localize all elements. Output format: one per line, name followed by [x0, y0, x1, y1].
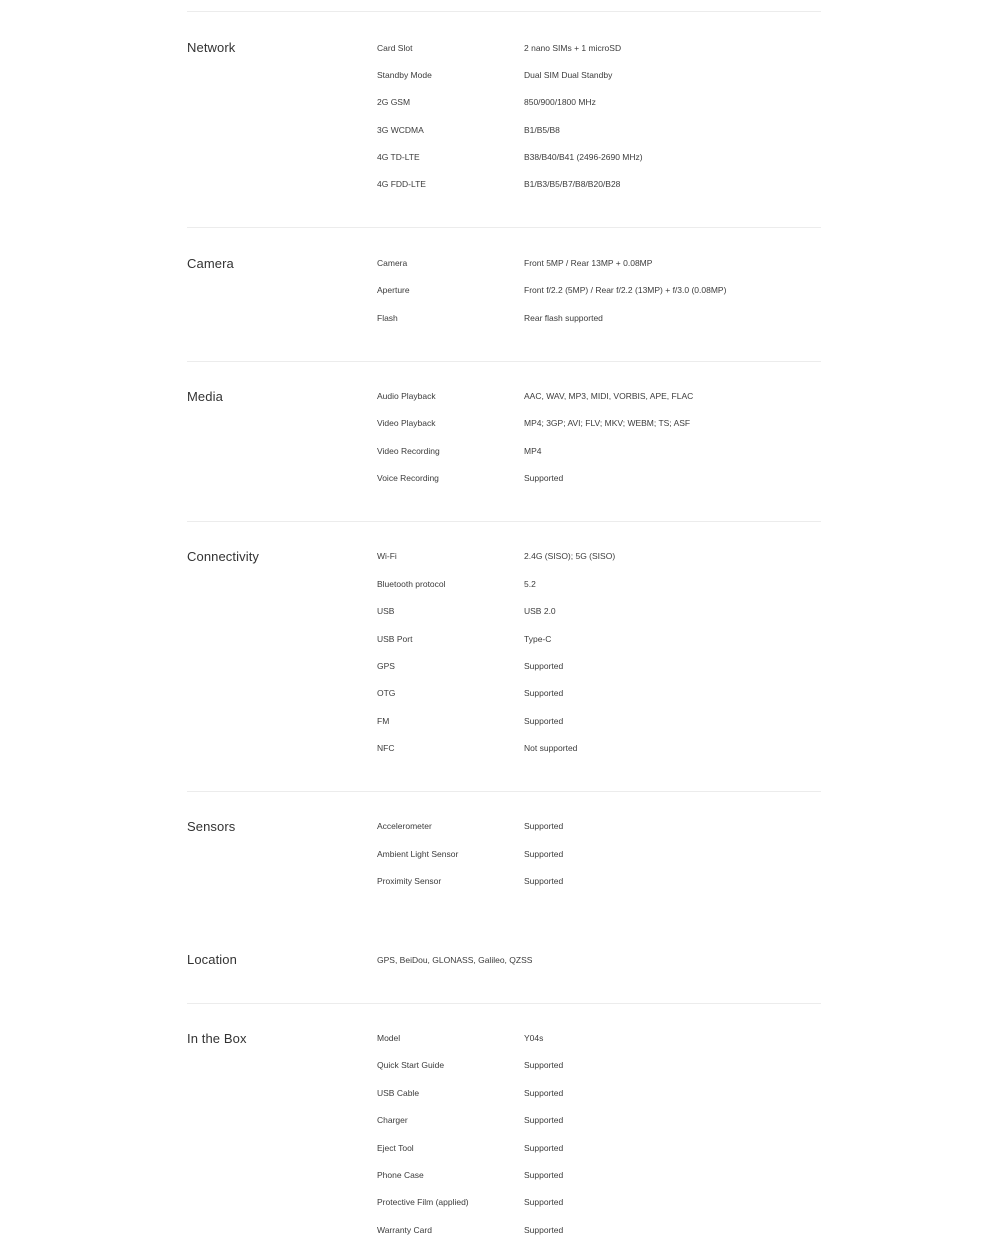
spec-label: OTG: [377, 688, 396, 698]
spec-label: Card Slot: [377, 43, 413, 53]
section-title: Camera: [187, 256, 234, 271]
spec-value: 2.4G (SISO); 5G (SISO): [524, 551, 616, 561]
section-title: Location: [187, 952, 237, 967]
spec-value: Supported: [524, 1060, 564, 1070]
spec-value: Supported: [524, 1197, 564, 1207]
section-divider: [187, 361, 821, 362]
spec-value: Supported: [524, 716, 564, 726]
spec-label: Aperture: [377, 285, 410, 295]
section-divider: [187, 521, 821, 522]
spec-value: 850/900/1800 MHz: [524, 97, 596, 107]
spec-value: USB 2.0: [524, 606, 556, 616]
spec-value: Supported: [524, 849, 564, 859]
section-divider: [187, 11, 821, 12]
spec-value: Type-C: [524, 634, 552, 644]
spec-value: 2 nano SIMs + 1 microSD: [524, 43, 622, 53]
section-title: Sensors: [187, 819, 236, 834]
spec-label: NFC: [377, 743, 395, 753]
spec-value: Supported: [524, 661, 564, 671]
spec-label: Video Playback: [377, 418, 436, 428]
section-divider: [187, 1003, 821, 1004]
spec-label: Warranty Card: [377, 1225, 432, 1235]
spec-label: Bluetooth protocol: [377, 579, 446, 589]
spec-label: Wi-Fi: [377, 551, 397, 561]
spec-label: Quick Start Guide: [377, 1060, 445, 1070]
spec-label: Standby Mode: [377, 70, 432, 80]
spec-value: B38/B40/B41 (2496-2690 MHz): [524, 152, 643, 162]
spec-value: 5.2: [524, 579, 536, 589]
spec-value: Supported: [524, 876, 564, 886]
spec-value: Front 5MP / Rear 13MP + 0.08MP: [524, 258, 653, 268]
spec-label: 2G GSM: [377, 97, 411, 107]
section-divider: [187, 227, 821, 228]
spec-label: 3G WCDMA: [377, 125, 424, 135]
spec-label: USB: [377, 606, 395, 616]
spec-value: GPS, BeiDou, GLONASS, Galileo, QZSS: [377, 955, 533, 965]
spec-value: Supported: [524, 1088, 564, 1098]
section-title: Connectivity: [187, 549, 260, 564]
spec-value: Front f/2.2 (5MP) / Rear f/2.2 (13MP) + f/3.0 (0.08MP): [524, 285, 727, 295]
section-divider: [187, 791, 821, 792]
section-title: Network: [187, 40, 236, 55]
spec-value: Supported: [524, 1143, 564, 1153]
spec-value: Supported: [524, 1115, 564, 1125]
spec-value: MP4; 3GP; AVI; FLV; MKV; WEBM; TS; ASF: [524, 418, 691, 428]
spec-label: Eject Tool: [377, 1143, 414, 1153]
spec-label: Accelerometer: [377, 821, 432, 831]
spec-label: Flash: [377, 313, 398, 323]
spec-label: Protective Film (applied): [377, 1197, 469, 1207]
spec-label: Audio Playback: [377, 391, 436, 401]
spec-label: Camera: [377, 258, 408, 268]
spec-label: Model: [377, 1033, 401, 1043]
spec-value: Supported: [524, 473, 564, 483]
spec-label: FM: [377, 716, 390, 726]
spec-value: Supported: [524, 1170, 564, 1180]
spec-label: 4G TD-LTE: [377, 152, 420, 162]
spec-value: Supported: [524, 1225, 564, 1235]
spec-label: Ambient Light Sensor: [377, 849, 459, 859]
spec-value: B1/B5/B8: [524, 125, 560, 135]
spec-value: Supported: [524, 688, 564, 698]
spec-label: GPS: [377, 661, 395, 671]
spec-label: Proximity Sensor: [377, 876, 442, 886]
spec-value: B1/B3/B5/B7/B8/B20/B28: [524, 179, 621, 189]
spec-label: USB Cable: [377, 1088, 420, 1098]
spec-label: Phone Case: [377, 1170, 424, 1180]
spec-value: Not supported: [524, 743, 578, 753]
spec-value: Y04s: [524, 1033, 544, 1043]
spec-label: Charger: [377, 1115, 408, 1125]
spec-value: MP4: [524, 446, 542, 456]
spec-label: USB Port: [377, 634, 413, 644]
spec-value: Supported: [524, 821, 564, 831]
section-title: In the Box: [187, 1031, 247, 1046]
spec-value: Rear flash supported: [524, 313, 603, 323]
spec-value: AAC, WAV, MP3, MIDI, VORBIS, APE, FLAC: [524, 391, 694, 401]
spec-label: 4G FDD-LTE: [377, 179, 426, 189]
section-title: Media: [187, 389, 223, 404]
spec-label: Voice Recording: [377, 473, 439, 483]
spec-value: Dual SIM Dual Standby: [524, 70, 613, 80]
spec-label: Video Recording: [377, 446, 440, 456]
